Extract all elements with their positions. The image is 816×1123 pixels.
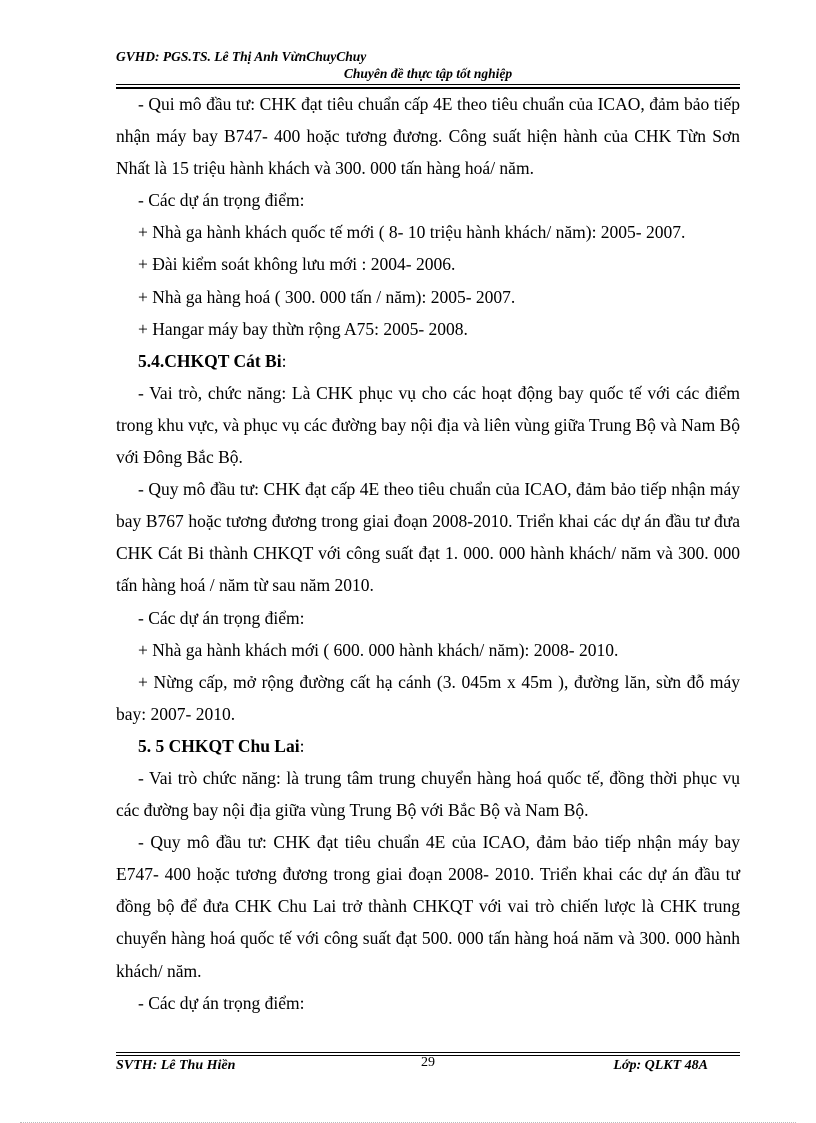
header-document-title: Chuyên đề thực tập tốt nghiệp [343, 66, 513, 81]
paragraph-chu-lai-projects-label: - Các dự án trọng điểm: [138, 992, 305, 1013]
paragraph-cat-bi-investment: - Quy mô đầu tư: CHK đạt cấp 4E theo tiêu chuẩn của ICAO, đảm bảo tiếp nhận máy bay B767 hoặc tương đương trong giai đoạn 2008-2010. Triển khai các dự án đầu tư đưa CHK Cát Bi thành CHKQT với công suất đạt 1. 000. 000 hành khách/ năm và 300. 000 tấn hàng hoá / năm từ sau năm 2010. [116, 479, 740, 596]
paragraph-investment-scale: - Qui mô đầu tư: CHK đạt tiêu chuẩn cấp 4E theo tiêu chuẩn của ICAO, đảm bảo tiếp nhận máy bay B747- 400 hoặc tương đương. Công suất hiện hành của CHK Từn Sơn Nhất là 15 triệu hành khách và 300. 000 tấn hàng hoá/ năm. [116, 94, 740, 179]
heading-colon: : [299, 735, 305, 756]
paragraph-chu-lai-investment: - Quy mô đầu tư: CHK đạt tiêu chuẩn 4E của ICAO, đảm bảo tiếp nhận máy bay E747- 400 hoặc tương đương trong giai đoạn 2008- 2010. Triển khai các dự án đầu tư đồng bộ để đưa CHK Chu Lai trở thành CHKQT với vai trò chiến lược là CHK trung chuyển hàng hoá quốc tế với công suất đạt 500. 000 tấn hàng hoá năm và 300. 000 hành khách/ năm. [116, 832, 740, 981]
paragraph-key-projects-label: - Các dự án trọng điểm: [138, 190, 305, 211]
header-rule [116, 84, 740, 85]
paragraph-chu-lai-role: - Vai trò chức năng: là trung tâm trung chuyển hàng hoá quốc tế, đồng thời phục vụ các đường bay nội địa giữa vùng Trung Bộ với Bắc Bộ và Nam Bộ. [116, 767, 740, 821]
header-supervisor: GVHD: PGS.TS. Lê Thị Anh VừnChuyChuy [116, 49, 367, 64]
page-header [116, 48, 740, 82]
heading-colon: : [281, 350, 287, 371]
list-item-cat-bi-runway: + Nừng cấp, mở rộng đường cất hạ cánh (3. 045m x 45m ), đường lăn, sừn đỗ máy bay: 2007- 2010. [116, 671, 740, 724]
footer-class: Lớp: QLKT 48A [613, 1058, 708, 1073]
section-heading-chu-lai [116, 730, 740, 762]
paragraph-cat-bi-role: - Vai trò, chức năng: Là CHK phục vụ cho các hoạt động bay quốc tế với các điểm trong khu vực, và phục vụ các đường bay nội địa và liên vùng giữa Trung Bộ và Nam Bộ với Đông Bắc Bộ. [116, 382, 740, 468]
paragraph-cat-bi-projects-label: - Các dự án trọng điểm: [138, 607, 305, 628]
page-footer [116, 1057, 740, 1075]
section-heading-cat-bi [116, 345, 740, 377]
list-item-cat-bi-terminal: + Nhà ga hành khách mới ( 600. 000 hành khách/ năm): 2008- 2010. [138, 639, 619, 660]
list-item-cargo-terminal: + Nhà ga hàng hoá ( 300. 000 tấn / năm): 2005- 2007. [138, 286, 516, 307]
page-content [116, 88, 740, 1019]
list-item-international-terminal: + Nhà ga hành khách quốc tế mới ( 8- 10 triệu hành khách/ năm): 2005- 2007. [138, 222, 686, 243]
heading-text: 5.4.CHKQT Cát Bi [138, 350, 282, 371]
list-item-control-tower: + Đài kiểm soát không lưu mới : 2004- 2006. [138, 254, 456, 275]
footer-author: SVTH: Lê Thu Hiền [116, 1058, 236, 1073]
list-item-hangar: + Hangar máy bay thừn rộng A75: 2005- 2008. [138, 318, 468, 339]
footer-rule [116, 1052, 740, 1053]
page-number: 29 [421, 1055, 435, 1070]
heading-text: 5. 5 CHKQT Chu Lai [138, 735, 300, 756]
